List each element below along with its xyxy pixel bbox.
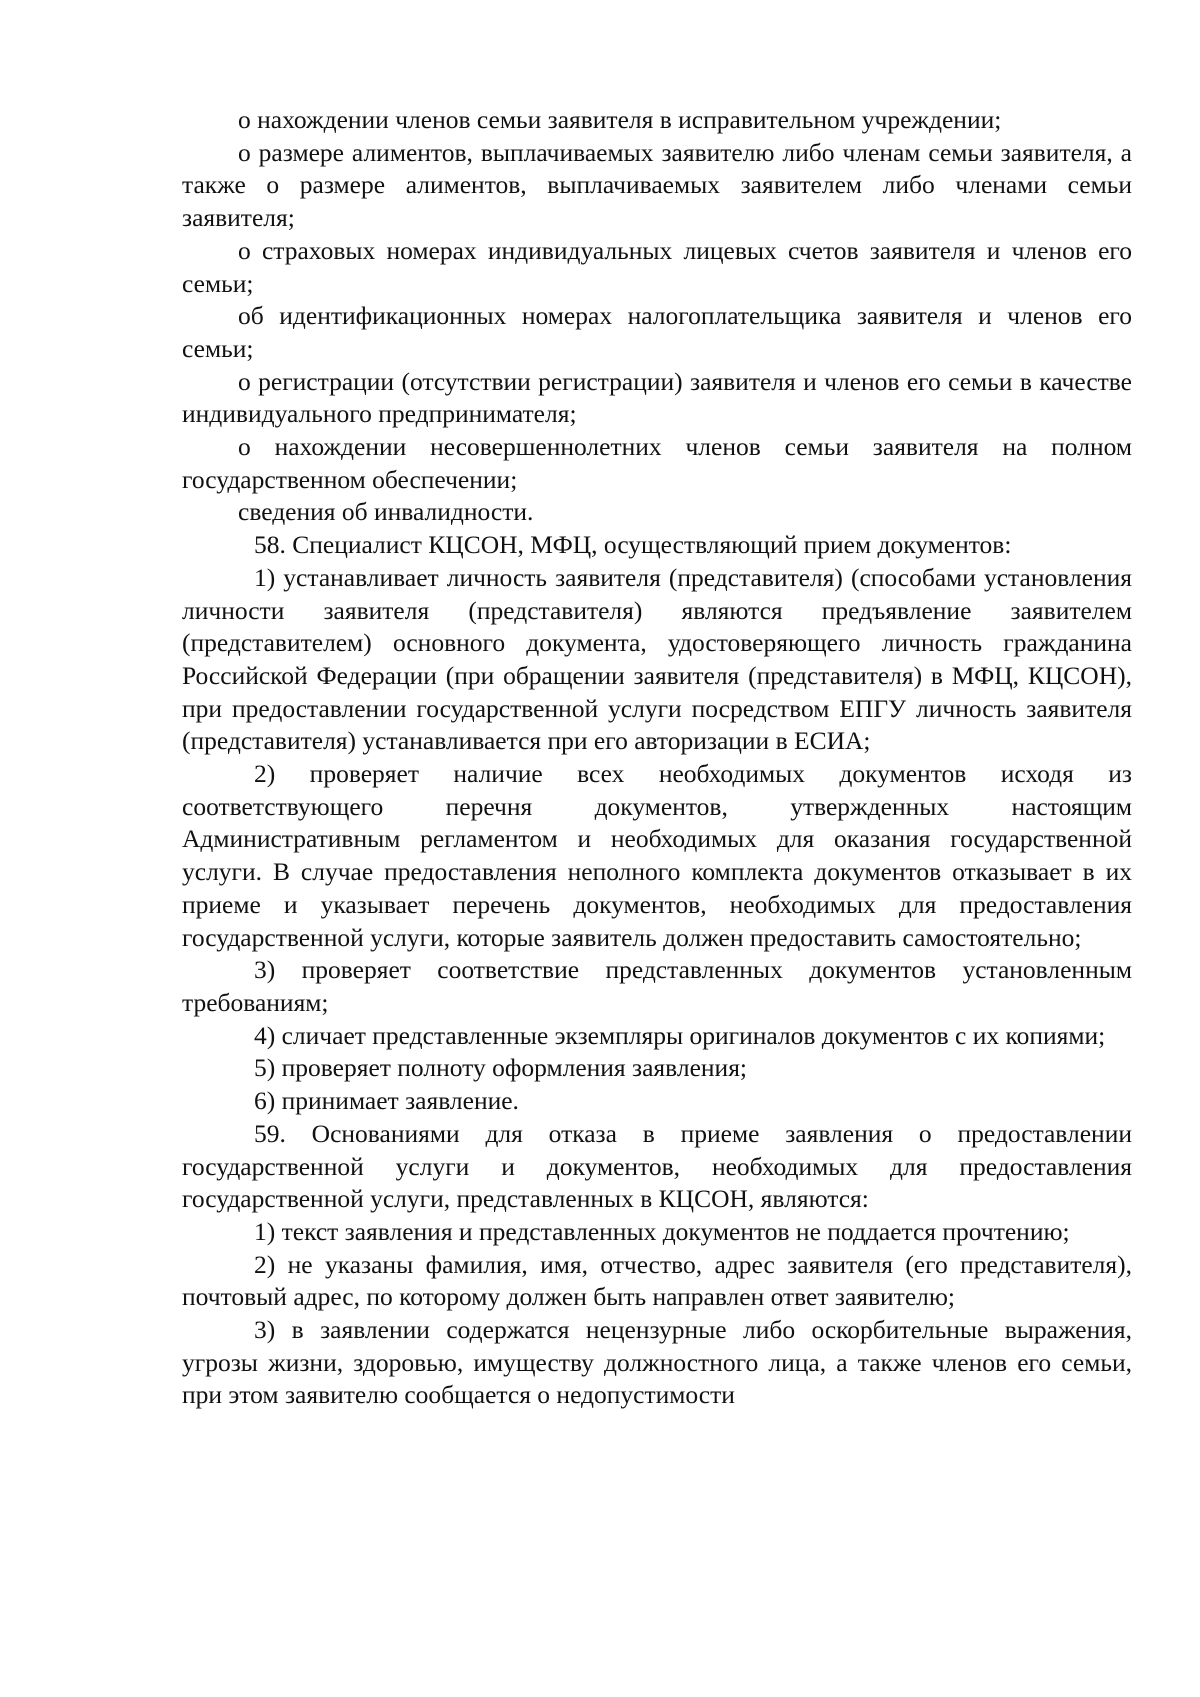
paragraph-disability: сведения об инвалидности. <box>238 497 534 527</box>
clause-58-item-6: 6) принимает заявление. <box>254 1086 519 1116</box>
clause-58-item-5: 5) проверяет полноту оформления заявления; <box>254 1053 748 1083</box>
paragraph-insurance-numbers: о страховых номерах индивидуальных лицевых счетов заявителя и членов его семьи; <box>182 235 1132 298</box>
paragraph-state-support: о нахождении несовершеннолетних членов семьи заявителя на полном государственном обеспечении; <box>182 432 1132 494</box>
clause-58-heading: 58. Специалист КЦСОН, МФЦ, осуществляющий прием документов: <box>254 530 1012 560</box>
document-page <box>182 104 1132 1412</box>
clause-58-item-1: 1) устанавливает личность заявителя (представителя) (способами установления личности заявителя (представителя) являются предъявление заявителем (представителем) основного документа, удостоверяющего личность гражданина Российской Федерации (при обращении заявителя (представителя) в МФЦ, КЦСОН), при предоставлении государственной услуги посредством ЕПГУ личность заявителя (представителя) устанавливается при его авторизации в ЕСИА; <box>182 562 1132 756</box>
paragraph-alimony: о размере алиментов, выплачиваемых заявителю либо членам семьи заявителя, а также о размере алиментов, выплачиваемых заявителем либо членами семьи заявителя; <box>182 137 1132 233</box>
paragraph-tax-numbers: об идентификационных номерах налогоплательщика заявителя и членов его семьи; <box>182 301 1132 363</box>
paragraph-entrepreneur-registration: о регистрации (отсутствии регистрации) заявителя и членов его семьи в качестве индивидуального предпринимателя; <box>182 366 1132 429</box>
clause-59-item-3: 3) в заявлении содержатся нецензурные либо оскорбительные выражения, угрозы жизни, здоровью, имуществу должностного лица, а также членов его семьи, при этом заявителю сообщается о недопустимости <box>182 1315 1132 1410</box>
clause-59-item-1: 1) текст заявления и представленных документов не поддается прочтению; <box>254 1216 1070 1246</box>
clause-59-heading: 59. Основаниями для отказа в приеме заявления о предоставлении государственной услуги и документов, необходимых для предоставления государственной услуги, представленных в КЦСОН, являются: <box>182 1118 1132 1214</box>
clause-58-item-4: 4) сличает представленные экземпляры оригиналов документов с их копиями; <box>254 1020 1106 1050</box>
clause-59-item-2: 2) не указаны фамилия, имя, отчество, адрес заявителя (его представителя), почтовый адрес, по которому должен быть направлен ответ заявителю; <box>182 1249 1132 1312</box>
paragraph-penal-institution: о нахождении членов семьи заявителя в исправительном учреждении; <box>238 105 1002 134</box>
clause-58-item-2: 2) проверяет наличие всех необходимых документов исходя из соответствующего перечня документов, утвержденных настоящим Административным регламентом и необходимых для оказания государственной услуги. В случае предоставления неполного комплекта документов отказывает в их приеме и указывает перечень документов, необходимых для предоставления государственной услуги, которые заявитель должен предоставить самостоятельно; <box>182 759 1132 952</box>
clause-58-item-3: 3) проверяет соответствие представленных документов установленным требованиям; <box>182 955 1132 1017</box>
